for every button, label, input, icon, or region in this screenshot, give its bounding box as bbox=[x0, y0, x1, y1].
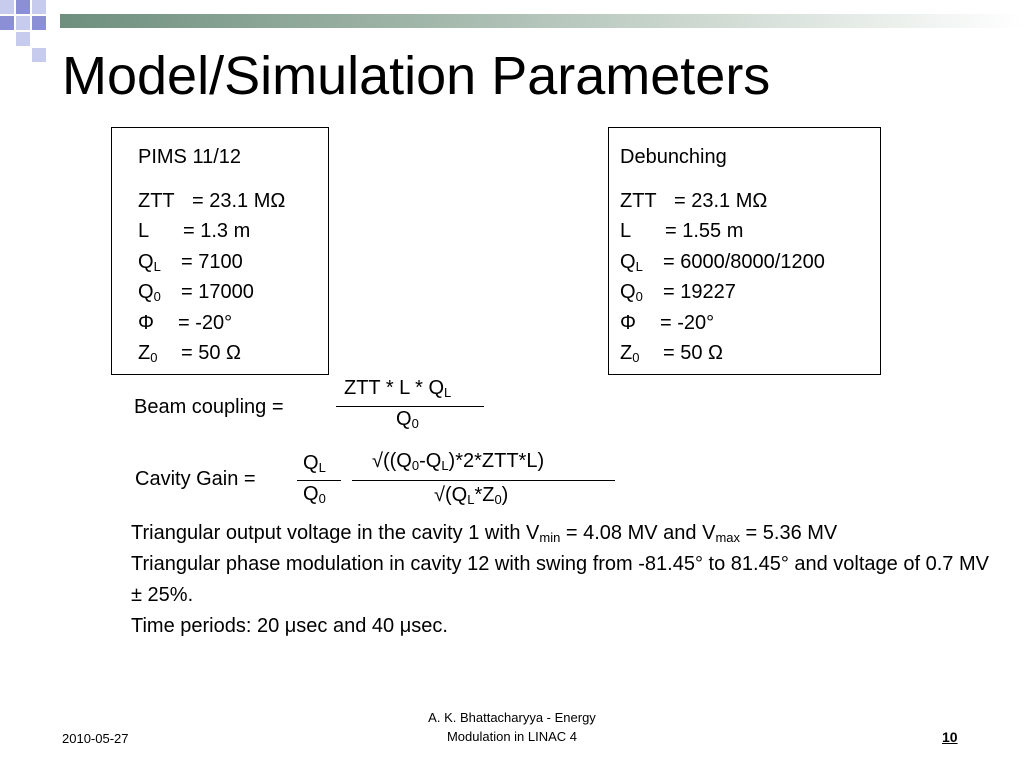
parameter-value: = 17000 bbox=[181, 281, 254, 304]
parameter-value: = 7100 bbox=[181, 250, 243, 273]
parameter-row bbox=[620, 308, 875, 338]
parameter-symbol bbox=[620, 216, 631, 246]
footer-author bbox=[380, 708, 644, 746]
parameter-value: = -20° bbox=[660, 311, 715, 334]
parameter-value: = 1.3 m bbox=[183, 220, 251, 243]
frac1-num-text: Q bbox=[303, 452, 319, 474]
frac2-num-sub: L bbox=[441, 458, 449, 473]
beam-coupling-denominator bbox=[396, 408, 419, 431]
parameter-row bbox=[620, 338, 875, 368]
parameter-symbol-text: Z bbox=[620, 342, 633, 364]
slide-title: Model/Simulation Parameters bbox=[62, 46, 771, 106]
debunching-parameter-box bbox=[608, 127, 881, 375]
decor-square bbox=[16, 32, 30, 46]
parameter-symbol bbox=[138, 186, 175, 216]
parameter-subscript: 0 bbox=[150, 350, 158, 365]
page-number: 10 bbox=[942, 729, 958, 745]
pims-heading: PIMS 11/12 bbox=[138, 146, 242, 168]
frac2-num-part: -Q bbox=[419, 450, 442, 472]
parameter-row bbox=[138, 186, 323, 216]
parameter-row bbox=[138, 338, 323, 368]
parameter-value: = 23.1 MΩ bbox=[192, 190, 286, 212]
parameter-value: = 23.1 MΩ bbox=[674, 190, 768, 212]
frac2-num-part: )*2*ZTT*L) bbox=[448, 450, 545, 472]
parameter-symbol bbox=[620, 247, 643, 277]
decor-square bbox=[0, 0, 14, 14]
vmax-sub: max bbox=[715, 530, 740, 545]
frac2-num-part: √((Q bbox=[372, 450, 412, 472]
parameter-row bbox=[138, 308, 323, 338]
parameter-symbol bbox=[138, 216, 149, 246]
parameter-row bbox=[620, 186, 875, 216]
parameter-symbol bbox=[620, 308, 636, 338]
phase-modulation-line: Triangular phase modulation in cavity 12 with swing from -81.45° to 81.45° and voltage of 0.7 MV ± 25%. bbox=[131, 553, 989, 606]
parameter-value: = 19227 bbox=[663, 281, 736, 304]
voltage-text: Triangular output voltage in the cavity 1 with V bbox=[131, 522, 540, 544]
parameter-symbol-text: Q bbox=[620, 281, 636, 304]
parameter-symbol bbox=[138, 338, 157, 368]
voltage-text: = 4.08 MV and V bbox=[560, 522, 716, 544]
cavity-gain-label: Cavity Gain = bbox=[135, 468, 256, 490]
cavity-gain-frac2-bar bbox=[352, 480, 615, 481]
parameter-row bbox=[620, 277, 875, 307]
parameter-symbol-text: L bbox=[620, 220, 632, 243]
parameter-symbol-text: Z bbox=[138, 342, 151, 364]
footer-author-line: A. K. Bhattacharyya - Energy bbox=[428, 710, 596, 725]
denominator-text: Q bbox=[396, 408, 412, 430]
frac1-num-sub: L bbox=[318, 460, 326, 475]
parameter-symbol bbox=[620, 277, 643, 307]
numerator-subscript: L bbox=[444, 385, 452, 400]
footer-date: 2010-05-27 bbox=[62, 731, 129, 746]
numerator-text: ZTT * L * Q bbox=[344, 377, 445, 399]
parameter-subscript: 0 bbox=[635, 289, 643, 305]
frac2-den-sub: 0 bbox=[494, 492, 502, 507]
cavity-gain-frac2-denominator bbox=[434, 484, 508, 507]
parameter-subscript: L bbox=[153, 258, 161, 274]
title-bar-decoration bbox=[60, 14, 1024, 28]
frac1-den-text: Q bbox=[303, 483, 319, 505]
parameter-row bbox=[138, 216, 323, 246]
frac1-den-sub: 0 bbox=[318, 491, 326, 506]
parameter-row bbox=[138, 247, 323, 277]
debunching-heading: Debunching bbox=[620, 146, 727, 168]
parameter-row bbox=[620, 247, 875, 277]
beam-coupling-label: Beam coupling = bbox=[134, 396, 284, 418]
parameter-symbol bbox=[138, 277, 161, 307]
parameter-symbol-text: Φ bbox=[620, 311, 636, 334]
parameter-subscript: L bbox=[635, 258, 643, 274]
voltage-text: = 5.36 MV bbox=[740, 522, 838, 544]
parameter-symbol-text: Q bbox=[138, 250, 154, 273]
parameter-symbol-text: Q bbox=[620, 250, 636, 273]
parameter-symbol bbox=[620, 338, 639, 368]
parameter-value: = 6000/8000/1200 bbox=[663, 250, 825, 273]
decor-square bbox=[32, 0, 46, 14]
parameter-row bbox=[620, 216, 875, 246]
parameter-symbol-text: Φ bbox=[138, 311, 154, 334]
parameter-value: = 50 Ω bbox=[663, 342, 723, 364]
time-periods-line: Time periods: 20 μsec and 40 μsec. bbox=[131, 615, 448, 637]
parameter-subscript: 0 bbox=[153, 289, 161, 305]
parameter-symbol bbox=[138, 308, 154, 338]
parameter-symbol-text: Q bbox=[138, 281, 154, 304]
description-text bbox=[131, 518, 1001, 642]
cavity-gain-frac1-numerator bbox=[303, 452, 326, 475]
beam-coupling-numerator bbox=[344, 377, 451, 400]
parameter-symbol-text: ZTT bbox=[138, 190, 175, 212]
parameter-row bbox=[138, 277, 323, 307]
frac2-den-part: √(Q bbox=[434, 484, 468, 506]
parameter-value: = 50 Ω bbox=[181, 342, 241, 364]
cavity-gain-frac1-bar bbox=[297, 480, 341, 481]
footer-author-line: Modulation in LINAC 4 bbox=[446, 729, 578, 744]
decor-square bbox=[0, 16, 14, 30]
decor-square bbox=[16, 16, 30, 30]
parameter-symbol-text: ZTT bbox=[620, 190, 657, 212]
frac2-den-part: ) bbox=[501, 484, 509, 506]
beam-coupling-fraction-bar bbox=[336, 406, 484, 407]
decor-square bbox=[16, 0, 30, 14]
voltage-line bbox=[131, 518, 1001, 549]
pims-parameter-box bbox=[111, 127, 329, 375]
vmin-sub: min bbox=[539, 530, 561, 545]
parameter-symbol-text: L bbox=[138, 220, 150, 243]
parameter-value: = 1.55 m bbox=[665, 220, 744, 243]
cavity-gain-frac2-numerator bbox=[372, 450, 544, 473]
parameter-symbol bbox=[620, 186, 657, 216]
decor-square bbox=[32, 48, 46, 62]
cavity-gain-frac1-denominator bbox=[303, 483, 326, 506]
denominator-subscript: 0 bbox=[411, 416, 419, 431]
parameter-subscript: 0 bbox=[632, 350, 640, 365]
decor-square bbox=[32, 16, 46, 30]
frac2-den-sub: L bbox=[467, 492, 475, 507]
frac2-den-part: *Z bbox=[474, 484, 495, 506]
parameter-value: = -20° bbox=[178, 311, 233, 334]
frac2-num-sub: 0 bbox=[411, 458, 420, 473]
parameter-symbol bbox=[138, 247, 161, 277]
